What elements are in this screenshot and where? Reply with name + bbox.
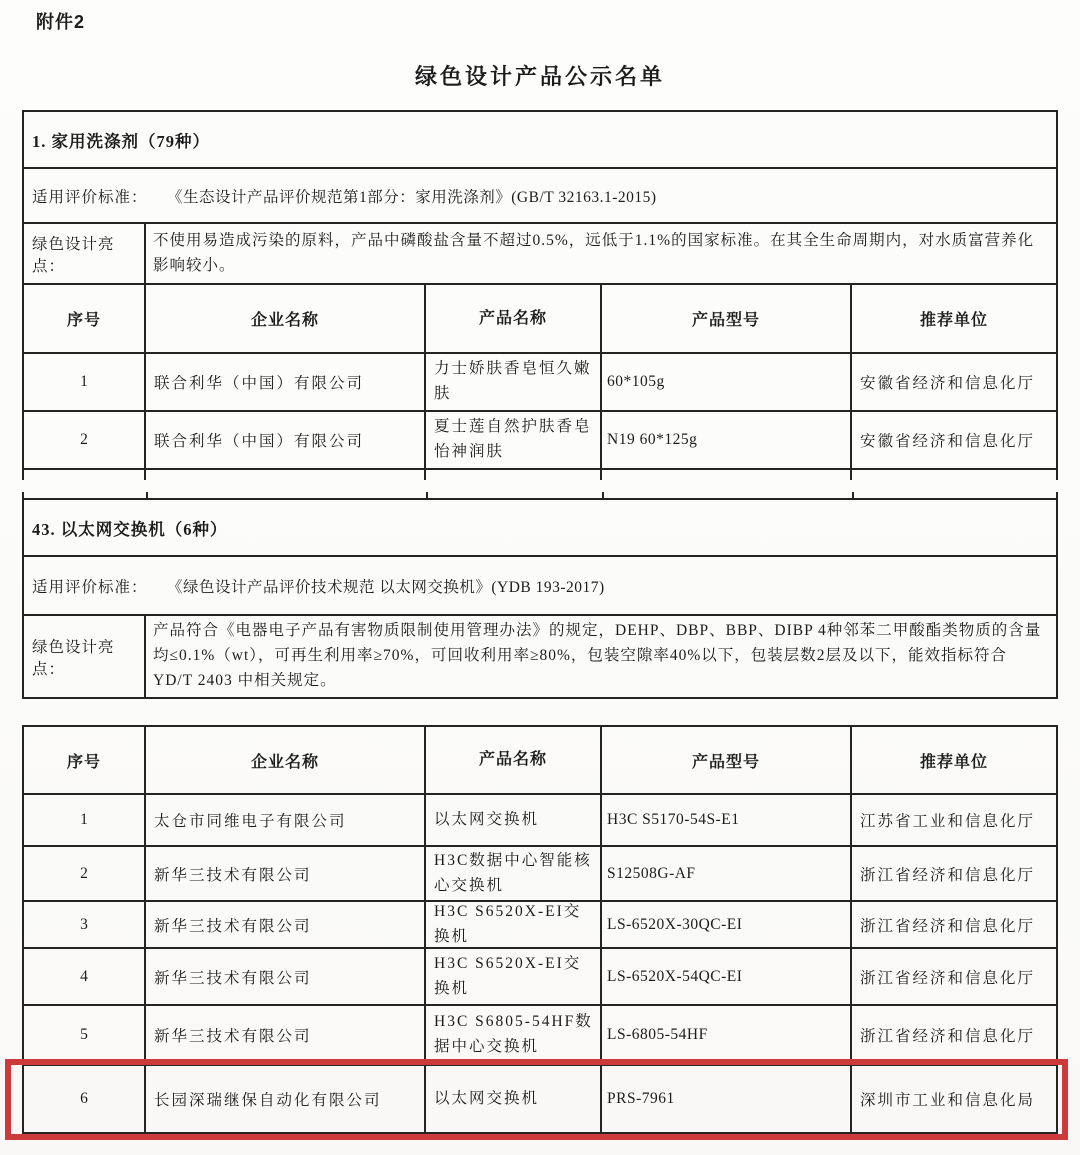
company-cell: 太仓市同维电子有限公司 bbox=[146, 795, 426, 845]
page-title: 绿色设计产品公示名单 bbox=[414, 64, 665, 89]
section1-heading: 1. 家用洗涤剂（79种） bbox=[32, 131, 210, 151]
model-cell: H3C S5170-54S-E1 bbox=[602, 795, 852, 845]
serial-cell: 1 bbox=[24, 354, 146, 410]
table-row bbox=[24, 1006, 1056, 1066]
table-row bbox=[24, 354, 1056, 412]
company-cell: 新华三技术有限公司 bbox=[146, 902, 426, 947]
recommender-cell: 江苏省工业和信息化厅 bbox=[860, 813, 1036, 830]
header-recommender: 推荐单位 bbox=[919, 753, 988, 771]
header-model: 产品型号 bbox=[602, 727, 852, 793]
highlight-text: 不使用易造成污染的原料，产品中磷酸盐含量不超过0.5%，远低于1.1%的国家标准。在其全生命周期内，对水质富营养化影响较小。 bbox=[153, 231, 1035, 274]
product-cell: 力士娇肤香皂恒久嫩肤 bbox=[426, 354, 602, 410]
table-row bbox=[24, 847, 1056, 902]
header-serial: 序号 bbox=[24, 285, 146, 352]
table1-header-row bbox=[24, 285, 1056, 354]
company-cell: 联合利华（中国）有限公司 bbox=[146, 412, 426, 468]
recommender-cell: 浙江省经济和信息化厅 bbox=[860, 866, 1036, 884]
model-cell: N19 60*125g bbox=[602, 412, 852, 468]
attachment-label: 附件2 bbox=[36, 12, 86, 32]
product-cell: 以太网交换机 bbox=[426, 1066, 602, 1132]
recommender-cell: 浙江省经济和信息化厅 bbox=[860, 969, 1036, 987]
company-cell: 长园深瑞继保自动化有限公司 bbox=[146, 1066, 426, 1132]
highlight-label: 绿色设计亮点： bbox=[24, 224, 146, 283]
serial-cell: 1 bbox=[24, 795, 146, 845]
table-row bbox=[24, 795, 1056, 847]
model-cell: LS-6805-54HF bbox=[602, 1006, 852, 1064]
standard-label: 适用评价标准： bbox=[32, 578, 148, 596]
recommender-cell: 深圳市工业和信息化局 bbox=[860, 1092, 1036, 1109]
product-cell: H3C S6520X-EI交换机 bbox=[426, 949, 602, 1004]
section43-highlight-row bbox=[24, 616, 1056, 697]
section43-standard-row bbox=[24, 557, 1056, 616]
recommender-cell: 浙江省经济和信息化厅 bbox=[860, 917, 1036, 935]
empty-cell bbox=[426, 470, 602, 480]
serial-cell: 3 bbox=[24, 902, 146, 947]
product-cell: 以太网交换机 bbox=[426, 795, 602, 845]
model-cell: LS-6520X-30QC-EI bbox=[602, 902, 852, 947]
header-recommender: 推荐单位 bbox=[919, 312, 988, 329]
model-cell: LS-6520X-54QC-EI bbox=[602, 949, 852, 1004]
standard-text: 《生态设计产品评价规范第1部分：家用洗涤剂》(GB/T 32163.1-2015) bbox=[167, 188, 657, 206]
section43-heading-row bbox=[24, 500, 1056, 557]
section43-product-table bbox=[22, 725, 1058, 1134]
recommender-cell: 安徽省经济和信息化厅 bbox=[860, 433, 1036, 450]
header-company: 企业名称 bbox=[146, 285, 426, 352]
serial-cell: 2 bbox=[24, 847, 146, 900]
truncated-row bbox=[24, 470, 1056, 480]
standard-label: 适用评价标准： bbox=[32, 188, 148, 206]
empty-cell bbox=[852, 470, 1056, 480]
table-row bbox=[24, 412, 1056, 470]
model-cell: S12508G-AF bbox=[602, 847, 852, 900]
serial-cell: 6 bbox=[24, 1066, 146, 1132]
standard-text: 《绿色设计产品评价技术规范 以太网交换机》(YDB 193-2017) bbox=[167, 578, 605, 596]
section43-heading: 43. 以太网交换机（6种） bbox=[32, 519, 228, 539]
section1-table bbox=[22, 110, 1058, 480]
product-cell: H3C数据中心智能核心交换机 bbox=[426, 847, 602, 900]
section1-standard-row bbox=[24, 169, 1056, 224]
product-cell: 夏士莲自然护肤香皂怡神润肤 bbox=[426, 412, 602, 468]
company-cell: 联合利华（中国）有限公司 bbox=[146, 354, 426, 410]
empty-cell bbox=[602, 470, 852, 480]
header-product: 产品名称 bbox=[426, 727, 602, 793]
serial-cell: 2 bbox=[24, 412, 146, 468]
company-cell: 新华三技术有限公司 bbox=[146, 847, 426, 900]
section1-heading-row bbox=[24, 112, 1056, 169]
header-serial: 序号 bbox=[24, 727, 146, 793]
model-cell: 60*105g bbox=[602, 354, 852, 410]
header-product: 产品名称 bbox=[426, 285, 602, 352]
table-row bbox=[24, 902, 1056, 949]
recommender-cell: 安徽省经济和信息化厅 bbox=[860, 375, 1036, 392]
section1-highlight-row bbox=[24, 224, 1056, 285]
section43-info-table bbox=[22, 498, 1058, 699]
table-row-highlighted bbox=[24, 1066, 1056, 1132]
company-cell: 新华三技术有限公司 bbox=[146, 949, 426, 1004]
product-cell: H3C S6520X-EI交换机 bbox=[426, 902, 602, 947]
header-model: 产品型号 bbox=[602, 285, 852, 352]
table2-header-row bbox=[24, 727, 1056, 795]
empty-cell bbox=[146, 470, 426, 480]
empty-cell bbox=[24, 470, 146, 480]
product-cell: H3C S6805-54HF数据中心交换机 bbox=[426, 1006, 602, 1064]
serial-cell: 5 bbox=[24, 1006, 146, 1064]
recommender-cell: 浙江省经济和信息化厅 bbox=[860, 1028, 1036, 1045]
serial-cell: 4 bbox=[24, 949, 146, 1004]
highlight-text: 产品符合《电器电子产品有害物质限制使用管理办法》的规定，DEHP、DBP、BBP、DIBP 4种邻苯二甲酸酯类物质的含量均≤0.1%（wt），可再生利用率≥70%，可回收利用率≥80%，包装空隙率40%以下，包装层数2层及以下，能效指标符合YD/T 2403 中相关规定。 bbox=[153, 622, 1042, 689]
table-row bbox=[24, 949, 1056, 1006]
model-cell: PRS-7961 bbox=[602, 1066, 852, 1132]
header-company: 企业名称 bbox=[146, 727, 426, 793]
highlight-label: 绿色设计亮点： bbox=[24, 616, 146, 697]
company-cell: 新华三技术有限公司 bbox=[146, 1006, 426, 1064]
